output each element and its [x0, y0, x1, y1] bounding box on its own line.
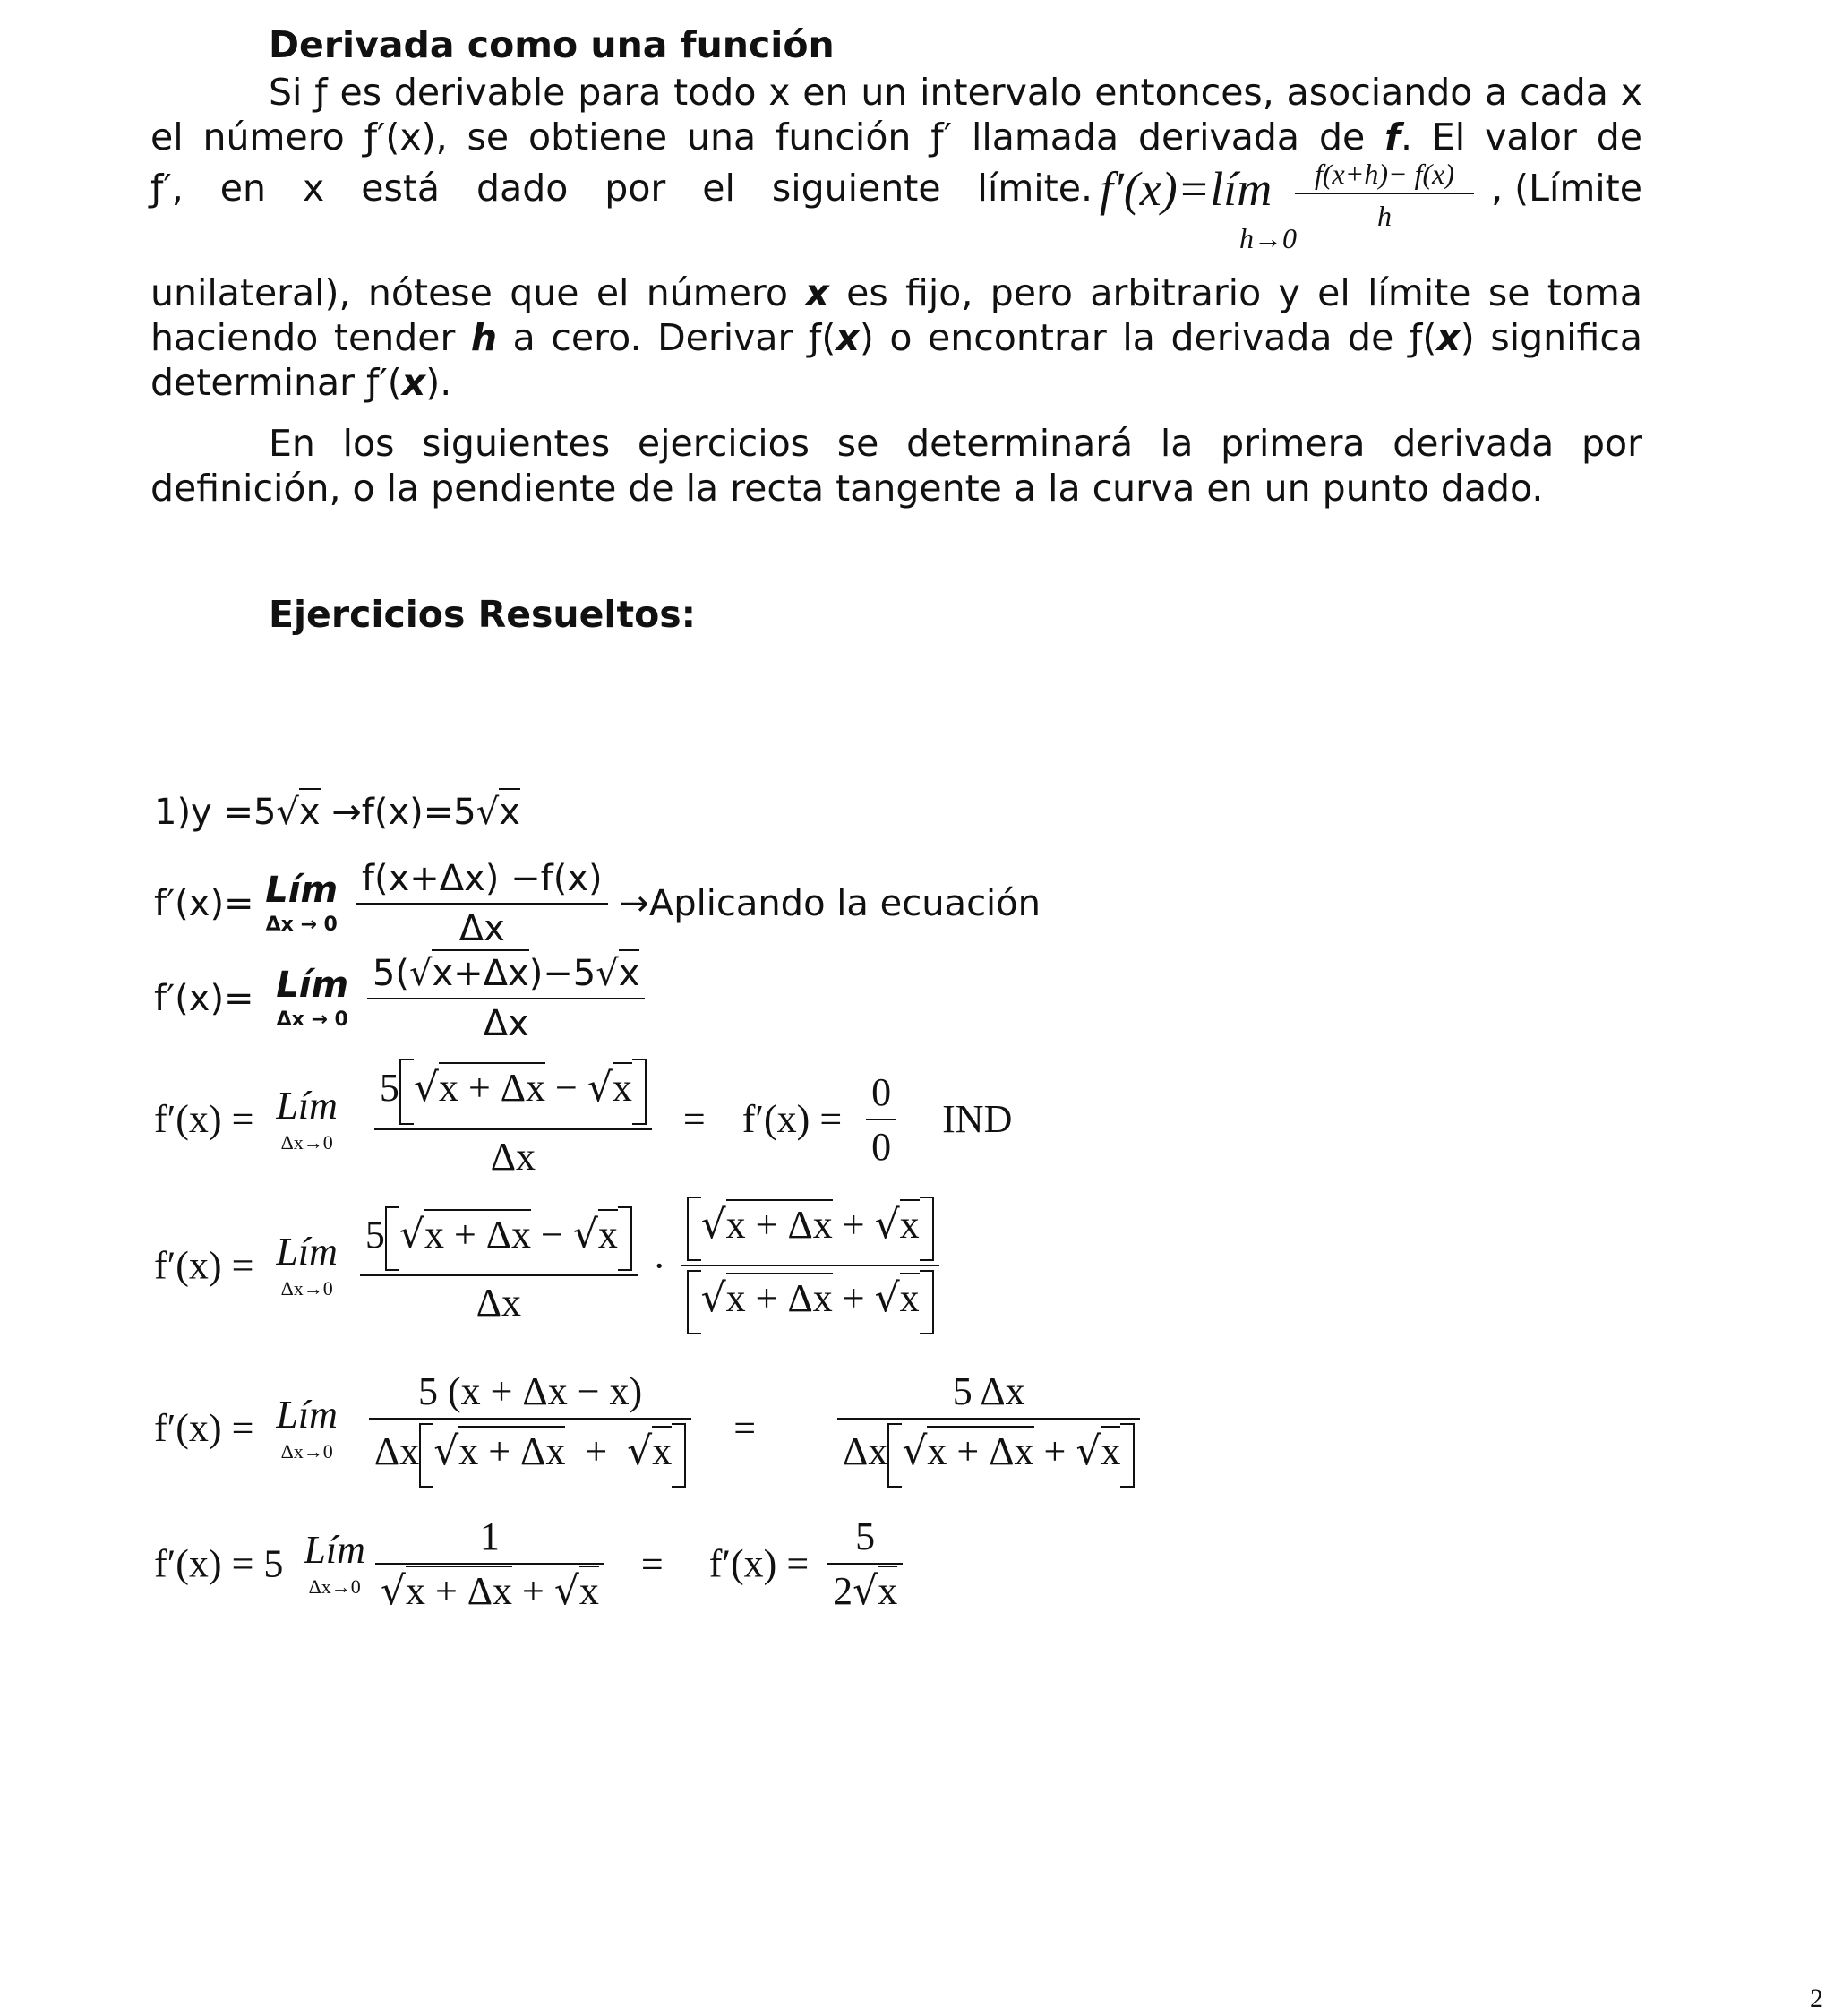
lim-subscript: Δx→0 [280, 1130, 333, 1154]
exercises-title: Ejercicios Resueltos: [269, 593, 697, 636]
f-prime-label: f′(x)= [154, 883, 254, 924]
limit-operator [276, 1083, 338, 1154]
step-2-formula [154, 858, 1041, 949]
difference-quotient [356, 858, 608, 949]
lim-subscript: Δx→0 [308, 1575, 361, 1598]
numerator: f(x+Δx) −f(x) [361, 858, 603, 899]
lim-label: Lím [265, 870, 339, 911]
text-run: f [1384, 116, 1401, 159]
text-run: x [836, 316, 860, 359]
paragraph-line: En los siguientes ejercicios se determinará la primera derivada por [269, 422, 1642, 465]
paragraph-line [150, 115, 1642, 159]
paragraph-line [150, 315, 1642, 360]
denominator: Δx [367, 998, 646, 1044]
numerator: 5 (x + Δx − x) [417, 1369, 643, 1413]
lim-subscript: Δx → 0 [276, 1008, 348, 1031]
section-title: Derivada como una función [269, 23, 835, 66]
step-7-formula [154, 1514, 903, 1614]
formula-denominator: h [1377, 200, 1392, 232]
formula-lhs: f′(x)=lím [1100, 162, 1273, 216]
conjugate-fraction [681, 1197, 939, 1334]
step-5-formula [154, 1197, 939, 1334]
text-run: ). [425, 361, 452, 404]
step-7-fraction-left [375, 1514, 604, 1614]
numerator: 5 √x + Δx − √x [360, 1206, 638, 1274]
step-3-formula [154, 953, 645, 1044]
denominator: Δx [356, 903, 608, 949]
sqrt-radicand: x [499, 788, 520, 833]
equals-sign: = [682, 1097, 706, 1141]
f-prime-label: f′(x) = [154, 1097, 254, 1141]
step-4-fraction [374, 1059, 652, 1180]
step-4-formula [154, 1059, 1012, 1180]
exercise-statement: 1)y =5√x →f(x)=5√x [154, 792, 520, 833]
page-number: 2 [1810, 1984, 1823, 2013]
paragraph-line [150, 270, 1642, 315]
limit-operator [265, 872, 338, 935]
text-run: x [401, 361, 426, 404]
f-prime-label: f′(x)= [154, 978, 254, 1019]
text-run: el número ƒ′(x), se obtiene una función ƒ′ llamada derivada de [150, 116, 1385, 159]
text-run: a cero. Derivar ƒ( [497, 316, 836, 359]
text-run: es fijo, pero arbitrario y el límite se toma [828, 271, 1642, 314]
multiplication-dot: · [652, 1243, 666, 1288]
limit-operator [304, 1528, 365, 1598]
limit-operator [276, 1392, 338, 1463]
f-prime-label: f′(x) = [708, 1541, 810, 1586]
text-run: ) o encontrar la derivada de ƒ( [859, 316, 1437, 359]
final-result [827, 1514, 903, 1614]
denominator: √x + Δx + √x [375, 1563, 604, 1614]
sqrt-radicand: x [299, 788, 321, 833]
numerator: 0 [871, 1069, 892, 1114]
numerator: 5 Δx [952, 1369, 1025, 1413]
denominator: Δx √x + Δx + √x [837, 1418, 1140, 1488]
numerator: 5 √x + Δx − √x [374, 1059, 652, 1128]
step-note: →Aplicando la ecuación [619, 883, 1041, 924]
denominator: √x + Δx + √x [681, 1265, 939, 1334]
limit-operator [276, 967, 348, 1030]
lim-label: Lím [304, 1528, 365, 1572]
text-run: h [470, 316, 498, 359]
text-run: haciendo tender [150, 316, 471, 359]
numerator: 1 [479, 1514, 500, 1558]
lim-label: Lím [276, 1083, 338, 1128]
paragraph-line: definición, o la pendiente de la recta tangente a la curva en un punto dado. [150, 467, 1544, 510]
lim-label: Lím [276, 1392, 338, 1437]
f-prime-label: f′(x) = [154, 1406, 254, 1450]
lim-subscript: Δx→0 [280, 1439, 333, 1463]
denominator: 2√x [827, 1563, 903, 1614]
lim-subscript: Δx→0 [280, 1277, 333, 1300]
numerator: 5 [855, 1514, 876, 1558]
step-6-formula [154, 1368, 1140, 1488]
zero-over-zero [866, 1069, 896, 1170]
step-6-fraction-right [837, 1368, 1140, 1488]
equals-sign: = [640, 1541, 664, 1586]
text-run: determinar ƒ′( [150, 361, 402, 404]
paragraph-line-tail: , (Límite [1491, 167, 1642, 210]
denominator: Δx [374, 1128, 652, 1180]
f-prime-label: f′(x) = [741, 1097, 843, 1141]
derivative-definition-formula [1100, 161, 1272, 217]
paragraph-line [150, 360, 1642, 405]
text-run: ) significa [1460, 316, 1642, 359]
text-run: . El valor de [1400, 116, 1642, 159]
step-3-fraction [367, 953, 646, 1044]
step-5-fraction-left [360, 1206, 638, 1325]
denominator: Δx √x + Δx + √x [369, 1418, 691, 1488]
step-6-fraction-left [369, 1368, 691, 1488]
lim-subscript: Δx → 0 [265, 914, 338, 936]
f-prime-label: f′(x) = [154, 1243, 254, 1288]
numerator: √x + Δx + √x [681, 1197, 939, 1265]
lim-label: Lím [276, 1230, 338, 1274]
indeterminate-label: IND [942, 1097, 1013, 1141]
denominator: Δx [360, 1274, 638, 1325]
formula-limit-sub: h→0 [1239, 222, 1297, 254]
sqrt-radicand: x+Δx [432, 949, 528, 994]
f-prime-label: f′(x) = 5 [154, 1541, 284, 1586]
formula-fraction [1295, 158, 1474, 233]
limit-operator [276, 1232, 337, 1299]
text-run: x [1436, 316, 1461, 359]
denominator: 0 [866, 1119, 896, 1170]
formula-numerator: f(x+h)− f(x) [1295, 158, 1474, 194]
equals-sign: = [733, 1406, 757, 1450]
sqrt-radicand: x [619, 949, 640, 994]
lim-label: Lím [276, 965, 349, 1006]
paragraph-line: Si ƒ es derivable para todo x en un intervalo entonces, asociando a cada x [269, 71, 1642, 114]
numerator: 5(√x+Δx)−5√x [367, 953, 646, 998]
text-run: unilateral), nótese que el número [150, 271, 806, 314]
paragraph-line: ƒ′, en x está dado por el siguiente límite. [150, 167, 1093, 210]
text-run: x [805, 271, 829, 314]
